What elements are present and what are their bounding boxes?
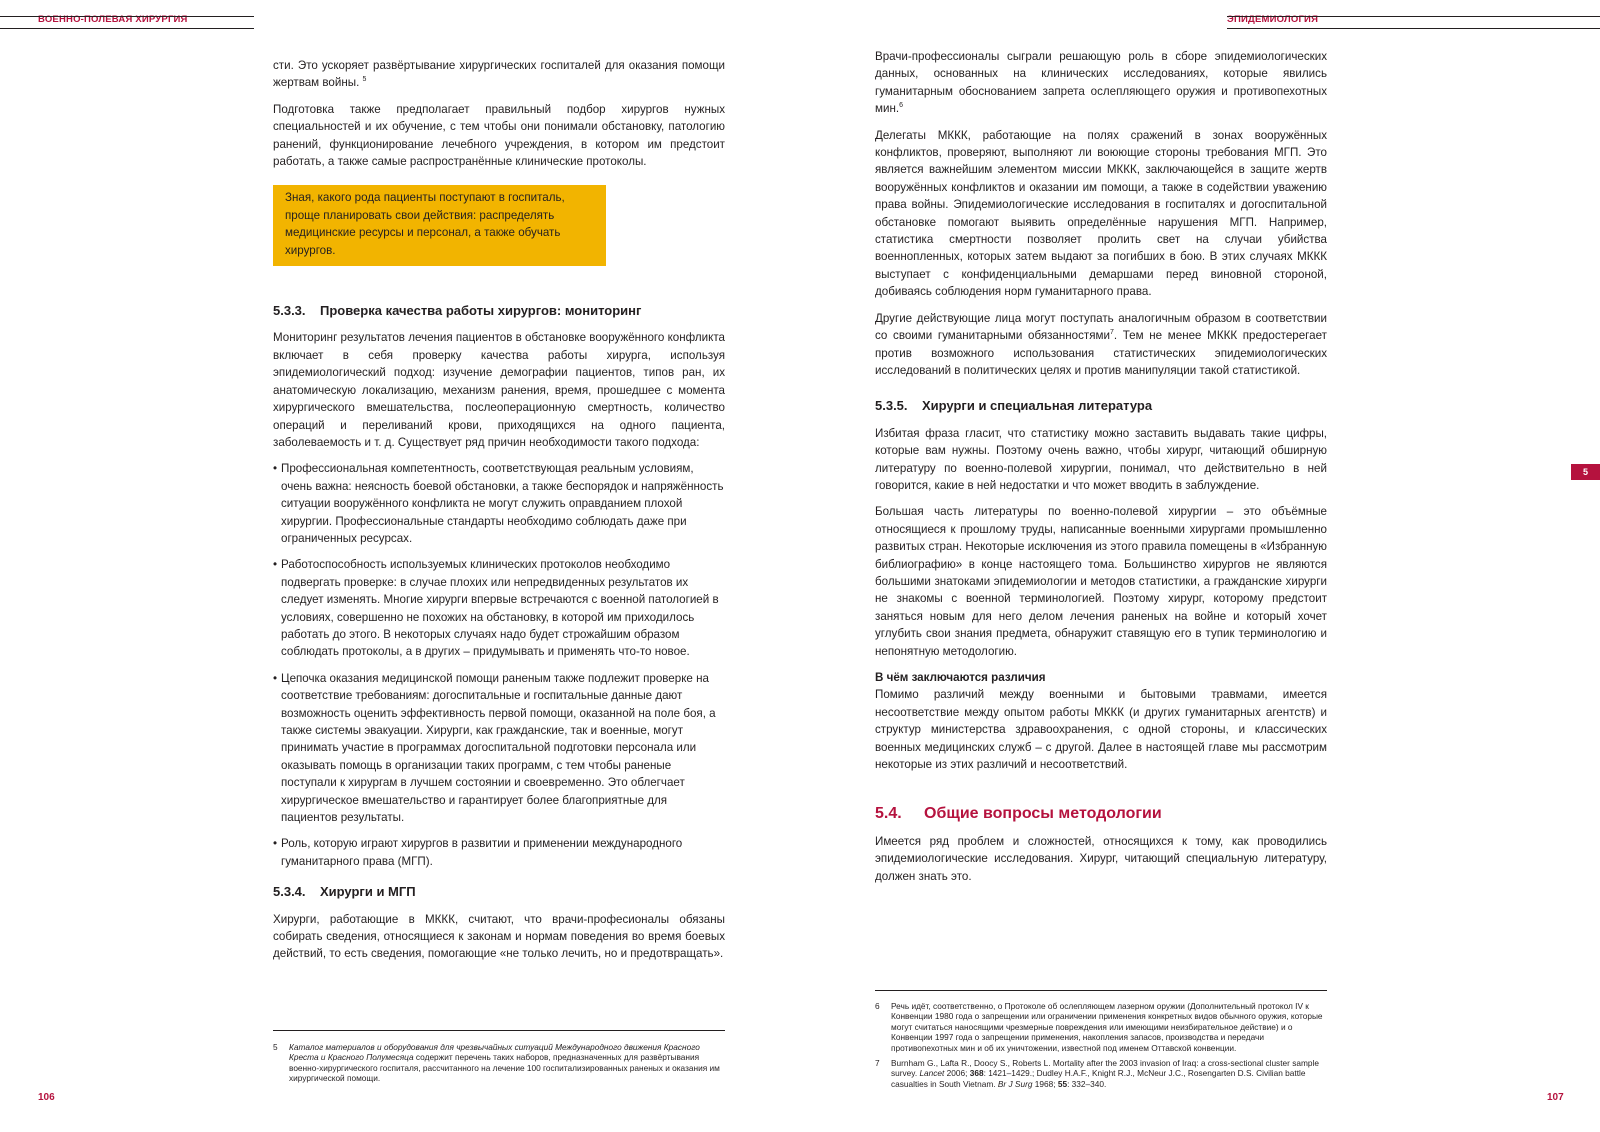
paragraph: Имеется ряд проблем и сложностей, относящихся к тому, как проводились эпидемиологические исследования. Хирург, читающий специальную литературу, должен знать это. (875, 834, 1327, 883)
section-heading-5-3-4: 5.3.4. Хирурги и МГП (273, 884, 416, 900)
paragraph: Мониторинг результатов лечения пациентов в обстановке вооружённого конфликта включает в себя проверку качества работы хирурга, используя эпидемиологический подход: изучение демографии пациентов, типов ран, их анатомическую локализацию, механизм ранения, время, прошедшее с момента хирургического вмешательства, послеоперационную смертность, количество операций и переливаний крови, приходящихся на одного пациента, заболеваемость и т. д. Существует ряд причин необходимости такого подхода: (273, 331, 725, 449)
footnote: 6 Речь идёт, соответственно, о Протоколе об ослепляющем лазерном оружии (Дополнительный протокол IV к Конвенции 1980 года о запрещении или ограничении применения конкретных видов обычного оружия, которые могут считаться наносящими чрезмерные повреждения или имеющими неизбирательное действие) и о Конвенции 1997 года о запрещении применения, накопления запасов, производства и передачи противопехотных мин и об их уничтожении, известной под именем Оттавской конвенции. (875, 1001, 1323, 1053)
footnote-ref: 6 (899, 102, 903, 110)
footnote: 5 Каталог материалов и оборудования для чрезвычайных ситуаций Международного движения Красного Креста и Красного Полумесяца содержит перечень таких наборов, предназначенных для развёртывания военно-хирургического госпиталя, рассчитанного на лечение 100 госпитализированных раненых и оказания им хирургической помощи. (273, 1042, 720, 1084)
list-item: • Работоспособность используемых клинических протоколов необходимо подвергать проверке: в случае плохих или непредвиденных результатов их следует изменять. Многие хирурги впервые встречаются с военной патологией в условиях, совершенно не похожих на обстановку, в которой им приходилось работать до этого. В некоторых случаях надо будет строжайшим образом соблюдать протоколы, а в других – придумывать и применять что-то новое. (273, 556, 725, 660)
header-rule-right (1227, 16, 1600, 17)
footnotes-left (273, 1042, 725, 1089)
footnote-rule-left (273, 1030, 725, 1031)
right-page-column (875, 48, 1327, 894)
paragraph: Хирурги, работающие в МККК, считают, что врачи-професионалы обязаны собирать сведения, относящиеся к законам и нормам поведения во время боевых действий, то есть сведения, помогающие «не только лечить, но и предотвращать». (273, 912, 725, 961)
section-heading-5-3-5: 5.3.5. Хирурги и специальная литература (875, 398, 1153, 414)
paragraph: Помимо различий между военными и бытовыми травмами, имеется несоответствие между опытом работы МККК (и других гуманитарных агентств) и структур министерства здравоохранения, с одной стороны, и классических военных медицинских служб – с другой. Далее в настоящей главе мы рассмотрим некоторые из этих различий и несоответствий. (875, 688, 1327, 772)
header-rule-left (0, 16, 254, 17)
footnote: 7 Burnham G., Lafta R., Doocy S., Roberts L. Mortality after the 2003 invasion of Iraq: a cross-sectional cluster sample survey. Lancet 2006; 368: 1421–1429.; Dudley H.A.F., Knight R.J., McNeur J.C., Rosengarten D.S. Civilian battle casualties in South Vietnam. Br J Surg 1968; 55: 332–340. (875, 1058, 1319, 1089)
footnote-rule-right (875, 990, 1327, 991)
paragraph: сти. Это ускоряет развёртывание хирургических госпиталей для оказания помощи жертвам войны. $^5$ (273, 59, 725, 90)
paragraph: Избитая фраза гласит, что статистику можно заставить выдавать такие цифры, которые вам нужны. Поэтому очень важно, чтобы хирург, читающий обширную литературу по военно-полевой хирургии, понимал, что действительно в ней говорится, какие в ней недостатки и что может вводить в заблуждение. (875, 426, 1327, 492)
list-item: • Роль, которую играют хирургов в развитии и применении международного гуманитарного права (МГП). (273, 835, 725, 870)
header-rule-right-lower (1227, 28, 1600, 29)
running-header-left: ВОЕННО-ПОЛЕВАЯ ХИРУРГИЯ (38, 14, 188, 25)
subheading: В чём заключаются различия (875, 671, 1046, 684)
bullet-list (273, 460, 725, 870)
footnote-ref: 5 (362, 76, 367, 84)
highlight-callout: Зная, какого рода пациенты поступают в госпиталь, проще планировать свои действия: распределять медицинские ресурсы и персонал, а также обучать хирургов. (273, 185, 606, 266)
chapter-tab: 5 (1571, 464, 1600, 480)
list-item: • Цепочка оказания медицинской помощи раненым также подлежит проверке на соответствие требованиям: догоспитальные и госпитальные данные дают возможность оценить эффективность первой помощи, оказанной на поле боя, а также системы эвакуации. Хирурги, как гражданские, так и военные, могут принимать участие в программах догоспитальной подготовки персонала или оказывать помощь в организации таких программ, с тем чтобы раненые поступали к хирургам в лучшем состоянии и своевременно. Это облегчает хирургическое вмешательство и гарантирует более благоприятные для пациентов результаты. (273, 670, 725, 827)
paragraph: Большая часть литературы по военно-полевой хирургии – это объёмные относящиеся к прошлому труды, написанные военными хирургами промышленно развитых стран. Некоторые исключения из этого правила помещены в «Избранную библиографию» в конце настоящего тома. Большинство хирургов не являются большими знатоками эпидемиологии и методов статистики, а гражданские хирурги не знакомы с военной терминологией. Поэтому хирург, которому предстоит заняться новым для него делом лечения раненых на войне и который хочет углубить свои знания предмета, обнаружит ставящую его в тупик терминологию и непонятную методологию. (875, 505, 1327, 658)
page-number-right: 107 (1547, 1092, 1564, 1103)
section-heading-5-4: 5.4. Общие вопросы методологии (875, 805, 1162, 823)
paragraph: Делегаты МККК, работающие на полях сражений в зонах вооружённых конфликтов, проверяют, выполняют ли воюющие стороны требования МГП. Это является важнейшим элементом миссии МККК, заключающейся в защите жертв вооружённых конфликтов и оказании им помощи, а также в содействии уважению права войны. Эпидемиологические исследования в госпиталях и догоспитальной обстановке помогают выявить определённые нарушения МГП. Например, статистика смертности позволяет пролить свет на случаи убийства военнопленных, которых затем выдают за погибших в бою. В этих случаях МККК выступает с конфиденциальными демаршами перед виновной стороной, добиваясь соблюдения норм гуманитарного права. (875, 128, 1327, 299)
left-page-column (273, 57, 725, 972)
footnote-ref: 7 (1109, 329, 1114, 337)
paragraph: Врачи-профессионалы сыграли решающую роль в сборе эпидемиологических данных, основанных на клинических исследованиях, которые явились гуманитарным обоснованием запрета ослепляющего оружия и противопехотных мин.$^6$ (875, 50, 1327, 116)
paragraph: Подготовка также предполагает правильный подбор хирургов нужных специальностей и их обучение, с тем чтобы они понимали обстановку, патологию ранений, функционирование лечебного учреждения, в котором им предстоит работать, а также самые распространённые клинические протоколы. (273, 102, 725, 169)
page-number-left: 106 (38, 1092, 55, 1103)
section-heading-5-3-3: 5.3.3. Проверка качества работы хирургов: мониторинг (273, 303, 642, 319)
list-item: • Профессиональная компетентность, соответствующая реальным условиям, очень важна: неясность боевой обстановки, а также беспорядок и напряжённость ситуации вооружённого конфликта не могут служить оправданием плохой хирургии. Профессиональные стандарты необходимо соблюдать даже при ограниченных ресурсах. (273, 460, 725, 547)
paragraph: Другие действующие лица могут поступать аналогичным образом в соответствии со своими гуманитарными обязанностями$^7$. Тем не менее МККК предостерегает против возможного использования статистических эпидемиологических исследований в политических целях и против манипуляции такой статистикой. (875, 311, 1327, 377)
running-header-right: ЭПИДЕМИОЛОГИЯ (1227, 14, 1319, 25)
header-rule-left-lower (0, 28, 254, 29)
footnotes-right (875, 1001, 1327, 1094)
